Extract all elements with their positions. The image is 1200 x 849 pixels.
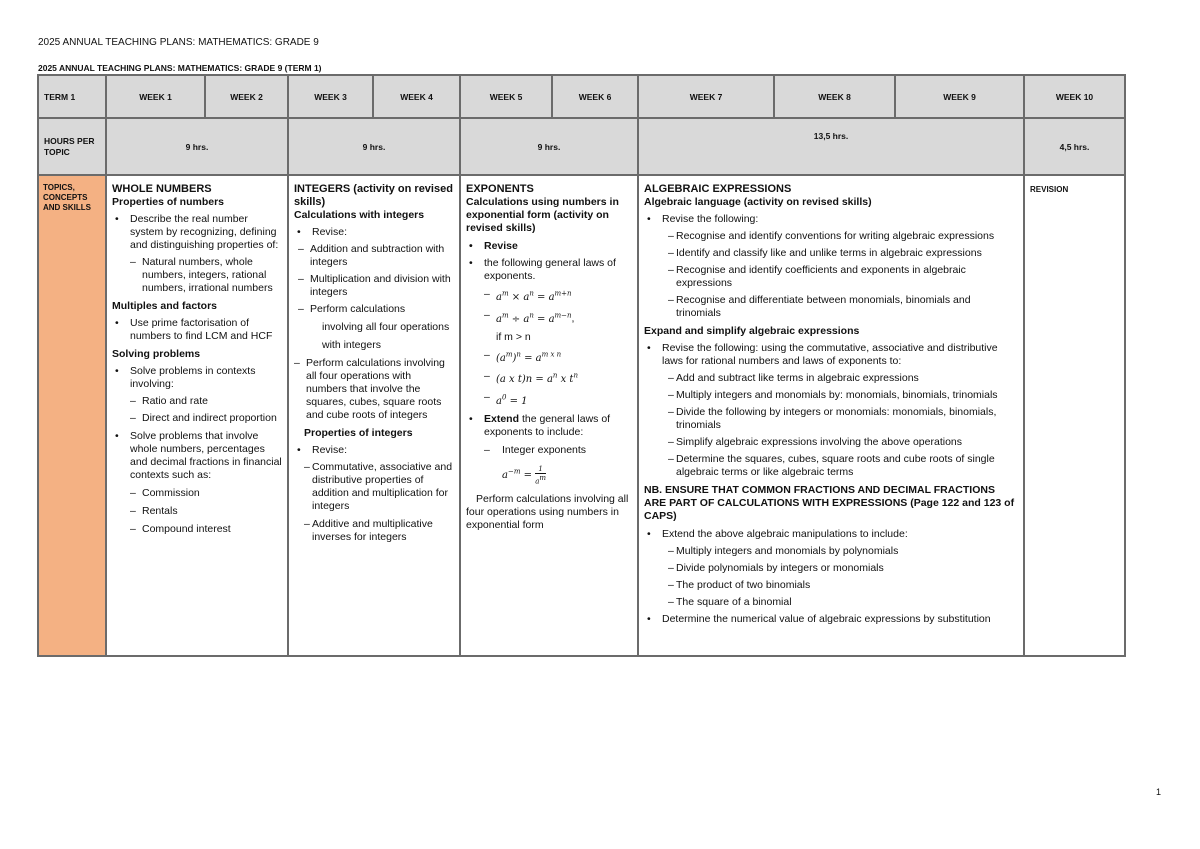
whole-numbers-title: WHOLE NUMBERS xyxy=(112,183,212,195)
extend-text: the general laws of exponents to include: xyxy=(484,412,611,438)
nb-note: NB. ENSURE THAT COMMON FRACTIONS AND DECIMAL FRACTIONS ARE PART OF CALCULATIONS WITH EXPRESSIONS (Page 122 and 123 of CAPS) xyxy=(644,484,1015,522)
list-item: – Recognise and differentiate between monomials, binomials and trinomials xyxy=(668,294,1018,320)
list-item-continuation: involving all four operations xyxy=(322,321,450,333)
hours-exponents: 9 hrs. xyxy=(460,118,638,175)
list-item: • Use prime factorisation of numbers to find LCM and HCF xyxy=(112,317,282,343)
weeks-row xyxy=(38,75,1125,118)
exponents-tail: Perform calculations involving all four operations using numbers in exponential form xyxy=(466,492,629,531)
algebraic-cell xyxy=(638,175,1024,656)
term-label: TERM 1 xyxy=(38,75,106,118)
week-2-header: WEEK 2 xyxy=(205,75,288,118)
list-item: • Solve problems that involve whole numbers, percentages and decimal fractions in financial contexts such as: xyxy=(112,430,282,482)
exponents-title: EXPONENTS xyxy=(466,183,534,195)
week-5-header: WEEK 5 xyxy=(460,75,552,118)
week-10-header: WEEK 10 xyxy=(1024,75,1125,118)
list-item: – Direct and indirect proportion xyxy=(130,412,282,425)
revision-cell: REVISION xyxy=(1024,175,1125,656)
list-item: • Revise xyxy=(466,240,632,253)
list-item: • Revise: xyxy=(294,226,454,239)
algebraic-title: ALGEBRAIC EXPRESSIONS xyxy=(644,183,792,195)
list-item: – Multiply integers and monomials by: monomials, binomials, trinomials xyxy=(668,389,1018,402)
properties-heading: Properties of numbers xyxy=(112,196,225,208)
list-item: – Perform calculations involving all four operations with numbers that involve the squares, cubes, square roots and cube roots of integers xyxy=(294,357,454,422)
week-7-header: WEEK 7 xyxy=(638,75,774,118)
hours-integers: 9 hrs. xyxy=(288,118,460,175)
list-item-continuation: with integers xyxy=(322,339,381,351)
list-item: • Revise the following: using the commutative, associative and distributive laws for rational numbers and laws of exponents to: xyxy=(644,342,1018,368)
teaching-plan-table xyxy=(37,74,1126,657)
list-item xyxy=(466,413,632,439)
expand-heading: Expand and simplify algebraic expressions xyxy=(644,325,860,337)
list-item: – Add and subtract like terms in algebraic expressions xyxy=(668,372,1018,385)
page-number: 1 xyxy=(1156,787,1162,797)
list-item: • Determine the numerical value of algebraic expressions by substitution xyxy=(644,613,1018,626)
topics-row xyxy=(38,175,1125,656)
list-item: – Determine the squares, cubes, square roots and cube roots of single algebraic terms or like algebraic terms xyxy=(668,453,1018,479)
week-1-header: WEEK 1 xyxy=(106,75,205,118)
list-item: • Revise the following: xyxy=(644,213,1018,226)
list-item: – Recognise and identify conventions for writing algebraic expressions xyxy=(668,230,1018,243)
list-item: – Commutative, associative and distributive properties of addition and multiplication for integers xyxy=(304,461,454,513)
hours-row xyxy=(38,118,1125,175)
exponential-heading: Calculations using numbers in exponential form (activity on revised skills) xyxy=(466,196,619,234)
list-item: – Integer exponents xyxy=(484,444,632,457)
law-condition: if m > n xyxy=(496,330,531,343)
law-power: – $(a^m)^n = a^{m x n}$ xyxy=(484,349,632,365)
list-item: – The product of two binomials xyxy=(668,579,1018,592)
multiples-heading: Multiples and factors xyxy=(112,300,218,312)
solving-heading: Solving problems xyxy=(112,348,201,360)
list-item: – Perform calculations xyxy=(298,303,454,316)
hours-label: HOURS PER TOPIC xyxy=(38,118,106,175)
list-item: – Additive and multiplicative inverses for integers xyxy=(304,518,454,544)
list-item: • Solve problems in contexts involving: xyxy=(112,365,282,391)
properties-integers-heading: Properties of integers xyxy=(304,427,413,439)
list-item: – Ratio and rate xyxy=(130,395,282,408)
hours-whole-numbers: 9 hrs. xyxy=(106,118,288,175)
law-product: – $a^m \times a^n = a^{m+n}$ xyxy=(484,288,632,304)
algebraic-language-heading: Algebraic language (activity on revised skills) xyxy=(644,196,872,208)
topics-label: TOPICS, CONCEPTS AND SKILLS xyxy=(38,175,106,656)
list-item: • Revise: xyxy=(294,444,454,457)
integers-cell xyxy=(288,175,460,656)
list-item: – Multiplication and division with integers xyxy=(298,273,454,299)
list-item: – Recognise and identify coefficients and exponents in algebraic expressions xyxy=(668,264,1018,290)
list-item: • Extend the above algebraic manipulations to include: xyxy=(644,528,1018,541)
law-product-power: – (a x $t)n = a^n$ x $t^n$ xyxy=(484,370,632,386)
week-6-header: WEEK 6 xyxy=(552,75,638,118)
calculations-heading: Calculations with integers xyxy=(294,209,425,221)
list-item: – Addition and subtraction with integers xyxy=(298,243,454,269)
law-zero: – $a^0 = 1$ xyxy=(484,391,632,407)
week-4-header: WEEK 4 xyxy=(373,75,460,118)
law-quotient: – $a^m \div a^n = a^{m-n}$, xyxy=(484,309,632,325)
whole-numbers-cell xyxy=(106,175,288,656)
list-item: – Identify and classify like and unlike terms in algebraic expressions xyxy=(668,247,1018,260)
list-item: • Describe the real number system by recognizing, defining and distinguishing properties of: xyxy=(112,213,282,252)
week-9-header: WEEK 9 xyxy=(895,75,1024,118)
list-item: – Commission xyxy=(130,487,282,500)
hours-algebraic: 13,5 hrs. xyxy=(638,118,1024,175)
table-title: 2025 ANNUAL TEACHING PLANS: MATHEMATICS: GRADE 9 (TERM 1) xyxy=(38,63,322,73)
list-item: – Divide the following by integers or monomials: monomials, binomials, trinomials xyxy=(668,406,1018,432)
week-8-header: WEEK 8 xyxy=(774,75,895,118)
integers-title: INTEGERS (activity on revised skills) xyxy=(294,183,453,208)
law-negative: $a^{-m}$ = $\frac{1}{a^m}$ xyxy=(502,464,547,485)
exponents-cell xyxy=(460,175,638,656)
list-item: – The square of a binomial xyxy=(668,596,1018,609)
document-title: 2025 ANNUAL TEACHING PLANS: MATHEMATICS: GRADE 9 xyxy=(38,37,319,48)
list-item: – Natural numbers, whole numbers, integers, rational numbers, irrational numbers xyxy=(130,256,282,295)
extend-word: Extend xyxy=(484,412,520,425)
list-item: • the following general laws of exponents. xyxy=(466,257,632,283)
list-item: – Compound interest xyxy=(130,523,282,536)
list-item: – Multiply integers and monomials by polynomials xyxy=(668,545,1018,558)
list-item: – Simplify algebraic expressions involving the above operations xyxy=(668,436,1018,449)
week-3-header: WEEK 3 xyxy=(288,75,373,118)
hours-revision: 4,5 hrs. xyxy=(1024,118,1125,175)
list-item: – Rentals xyxy=(130,505,282,518)
list-item: – Divide polynomials by integers or monomials xyxy=(668,562,1018,575)
